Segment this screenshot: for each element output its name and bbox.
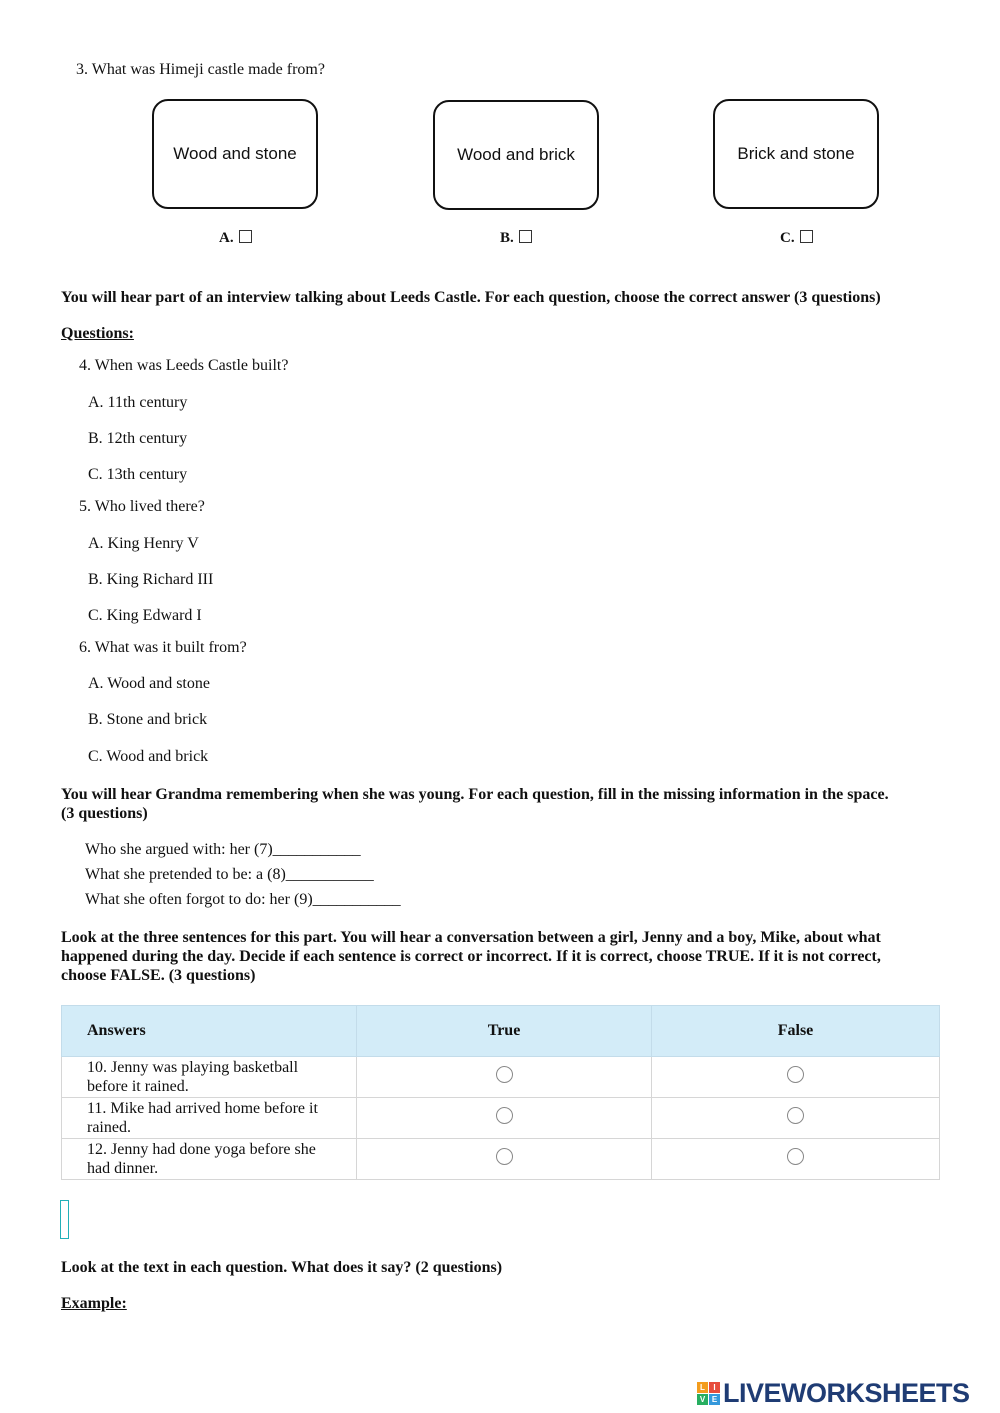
text-instruction: Look at the text in each question. What does it say? (2 questions) <box>61 1259 503 1276</box>
q3-option-b-text: Wood and brick <box>457 145 575 164</box>
q3-option-b-caption[interactable] <box>500 230 532 247</box>
radio-false-11[interactable] <box>787 1107 804 1124</box>
q6-option-b[interactable]: B. Stone and brick <box>88 711 208 728</box>
statement-11 <box>62 1098 357 1139</box>
q5-option-c[interactable]: C. King Edward I <box>88 607 202 624</box>
q3-option-c-image[interactable] <box>713 99 879 209</box>
logo-tiles-icon <box>697 1382 720 1405</box>
header-false: False <box>652 1006 940 1057</box>
q3-option-c-text: Brick and stone <box>737 144 855 163</box>
table-header-row <box>62 1006 940 1057</box>
statement-line: 10. Jenny was playing basketball <box>87 1059 299 1076</box>
q3-option-b-image[interactable] <box>433 100 599 210</box>
radio-true-12[interactable] <box>496 1148 513 1165</box>
true-false-table <box>61 1005 940 1180</box>
fill-item-9[interactable]: What she often forgot to do: her (9)___________ <box>85 891 401 908</box>
q5-option-b[interactable]: B. King Richard III <box>88 571 214 588</box>
q3-option-b-label: B. <box>500 230 514 246</box>
q6-option-c[interactable]: C. Wood and brick <box>88 748 209 765</box>
q3-option-c-label: C. <box>780 230 795 246</box>
leeds-instruction: You will hear part of an interview talking about Leeds Castle. For each question, choose the correct answer (3 questions) <box>61 289 881 306</box>
questions-heading: Questions: <box>61 325 134 342</box>
q4-option-b[interactable]: B. 12th century <box>88 430 188 447</box>
statement-12 <box>62 1139 357 1180</box>
grandma-instruction-line2: (3 questions) <box>61 805 148 822</box>
logo-tile: L <box>697 1382 708 1393</box>
q4-option-c[interactable]: C. 13th century <box>88 466 188 483</box>
q4-question: 4. When was Leeds Castle built? <box>79 357 289 374</box>
q3-option-a-image[interactable] <box>152 99 318 209</box>
statement-10 <box>62 1057 357 1098</box>
tf-instruction-line2: happened during the day. Decide if each sentence is correct or incorrect. If it is correct, choose TRUE. If it is not correct, <box>61 948 881 965</box>
q3-option-a-text: Wood and stone <box>173 144 297 163</box>
q5-question: 5. Who lived there? <box>79 498 205 515</box>
statement-line: rained. <box>87 1119 131 1136</box>
grandma-instruction-line1: You will hear Grandma remembering when she was young. For each question, fill in the missing information in the space. <box>61 786 889 803</box>
q6-question: 6. What was it built from? <box>79 639 247 656</box>
statement-line: before it rained. <box>87 1078 189 1095</box>
radio-true-11[interactable] <box>496 1107 513 1124</box>
table-row <box>62 1057 940 1098</box>
q4-option-a[interactable]: A. 11th century <box>88 394 188 411</box>
q5-option-a[interactable]: A. King Henry V <box>88 535 199 552</box>
radio-true-10[interactable] <box>496 1066 513 1083</box>
table-row <box>62 1139 940 1180</box>
logo-tile: V <box>697 1394 708 1405</box>
radio-false-12[interactable] <box>787 1148 804 1165</box>
radio-false-10[interactable] <box>787 1066 804 1083</box>
table-row <box>62 1098 940 1139</box>
tf-instruction-line3: choose FALSE. (3 questions) <box>61 967 256 984</box>
example-label: Example: <box>61 1295 127 1312</box>
q6-option-a[interactable]: A. Wood and stone <box>88 675 210 692</box>
statement-line: 11. Mike had arrived home before it <box>87 1100 318 1117</box>
tf-instruction-line1: Look at the three sentences for this part. You will hear a conversation between a girl, Jenny and a boy, Mike, about what <box>61 929 881 946</box>
header-true: True <box>357 1006 652 1057</box>
q3-option-a-caption[interactable] <box>219 230 252 247</box>
liveworksheets-logo <box>697 1378 970 1409</box>
q3-question: 3. What was Himeji castle made from? <box>76 61 325 78</box>
text-input-box[interactable] <box>60 1200 69 1239</box>
header-answers: Answers <box>62 1006 357 1057</box>
q3-option-c-caption[interactable] <box>780 230 813 247</box>
statement-line: had dinner. <box>87 1160 159 1177</box>
checkbox-icon[interactable] <box>800 230 813 243</box>
q3-option-a-label: A. <box>219 230 234 246</box>
fill-item-8[interactable]: What she pretended to be: a (8)___________ <box>85 866 374 883</box>
checkbox-icon[interactable] <box>519 230 532 243</box>
logo-text: LIVEWORKSHEETS <box>723 1378 970 1408</box>
fill-item-7[interactable]: Who she argued with: her (7)___________ <box>85 841 361 858</box>
checkbox-icon[interactable] <box>239 230 252 243</box>
logo-tile: E <box>709 1394 720 1405</box>
logo-tile: I <box>709 1382 720 1393</box>
statement-line: 12. Jenny had done yoga before she <box>87 1141 316 1158</box>
